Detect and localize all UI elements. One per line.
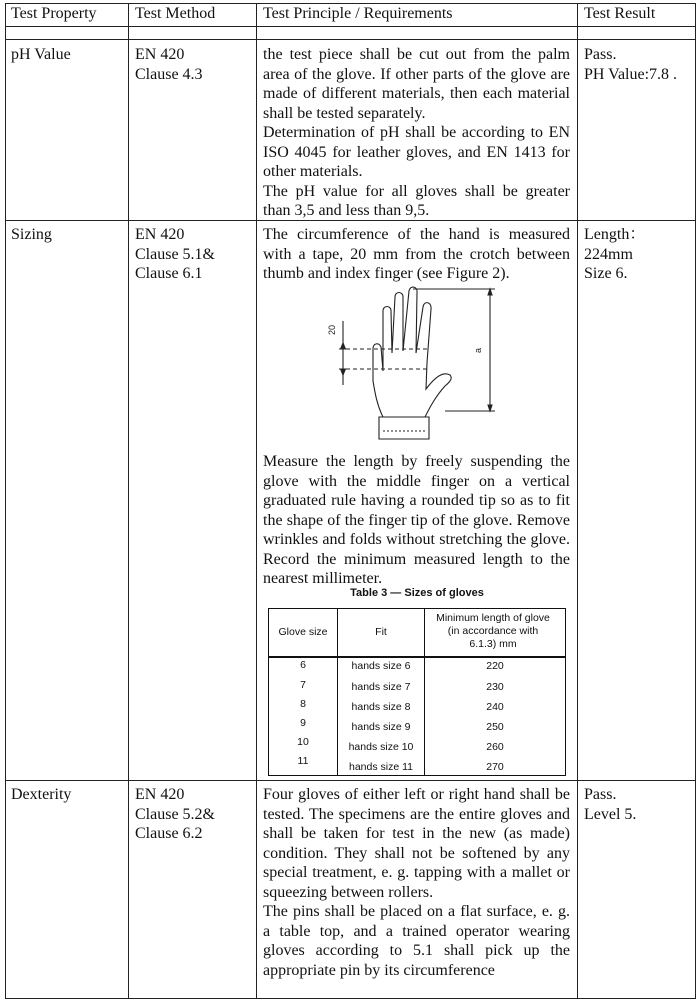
principle-paragraph: The pH value for all gloves shall be greater than 3,5 and less than 9,5. bbox=[263, 182, 570, 219]
row-sizing-principle-bottom: Measure the length by freely suspending the glove with the middle finger on a vertical graduated rule having a rounded tip so as to fit the shape of the finger tip of the glove. Remove wrinkles and folds without stretching the glove. Record the minimum measured length to the nearest millimeter. bbox=[263, 453, 570, 587]
sizes-cell: hands size 6 bbox=[351, 660, 411, 672]
result-line: Pass. bbox=[584, 46, 617, 63]
result-line: Size 6. bbox=[584, 265, 628, 282]
header-property: Test Property bbox=[11, 5, 97, 22]
row-sizing-property: Sizing bbox=[11, 226, 52, 243]
method-line: Clause 5.1& bbox=[135, 245, 215, 263]
sizes-cell: 6 bbox=[300, 659, 306, 671]
method-line: Clause 5.2& bbox=[135, 805, 215, 823]
row-ph-result bbox=[584, 45, 677, 84]
body-top-border bbox=[5, 39, 695, 40]
principle-paragraph: The pins shall be placed on a flat surface, e. g. a table top, and a trained operator wearing gloves according to 5.1 shall pick up the appropriate pin by its circumference bbox=[263, 903, 570, 979]
header-principle: Test Principle / Requirements bbox=[263, 5, 453, 22]
method-line: EN 420 bbox=[135, 226, 185, 243]
header-result: Test Result bbox=[584, 5, 656, 22]
result-line: 224mm bbox=[584, 245, 633, 263]
principle-paragraph: Four gloves of either left or right hand shall be tested. The specimens are the entire gloves and shall be taken for test in the new (as made) condition. They shall not be softened by any special treatment, e. g. tapping with a mallet or squeezing between rollers. bbox=[263, 786, 570, 901]
row-dexterity-result bbox=[584, 785, 636, 824]
row-sizing-result bbox=[584, 225, 645, 284]
sizes-cell: 230 bbox=[486, 681, 504, 693]
right-border bbox=[695, 3, 696, 999]
hand-figure bbox=[325, 285, 505, 443]
table-bottom-border bbox=[5, 998, 695, 999]
method-line: Clause 6.2 bbox=[135, 825, 203, 842]
row2-bottom-border bbox=[5, 780, 695, 781]
row-sizing-method bbox=[135, 225, 215, 284]
result-line: Pass. bbox=[584, 786, 617, 803]
sizes-table bbox=[268, 608, 566, 776]
result-line: Level 5. bbox=[584, 805, 637, 823]
sizes-cell: hands size 9 bbox=[351, 721, 411, 733]
header-bottom-border bbox=[5, 26, 695, 27]
sizes-cell: 10 bbox=[297, 736, 309, 748]
sizes-cell: 270 bbox=[486, 761, 504, 773]
method-line: EN 420 bbox=[135, 786, 185, 803]
sizes-cell: 220 bbox=[486, 660, 504, 672]
row-dexterity-principle bbox=[263, 785, 570, 980]
row-ph-principle bbox=[263, 45, 570, 221]
row-dexterity-method bbox=[135, 785, 215, 844]
sizes-header-length: Minimum length of glove (in accordance with 6.1.3) mm bbox=[436, 612, 550, 650]
principle-paragraph: Determination of pH shall be according to EN ISO 4045 for leather gloves, and EN 1413 for other materials. bbox=[263, 124, 570, 180]
result-line: Length： bbox=[584, 226, 646, 243]
method-line: Clause 4.3 bbox=[135, 65, 203, 83]
row-ph-method bbox=[135, 45, 203, 84]
sizes-cell: hands size 7 bbox=[351, 681, 411, 693]
result-line: PH Value:7.8 . bbox=[584, 65, 678, 83]
figure-label-a: a bbox=[473, 347, 483, 353]
sizes-cell: 7 bbox=[300, 679, 306, 691]
header-method: Test Method bbox=[135, 5, 216, 22]
sizes-header-size: Glove size bbox=[278, 626, 328, 638]
row-sizing-principle-top: The circumference of the hand is measured with a tape, 20 mm from the crotch between thumb and index finger (see Figure 2). bbox=[263, 226, 570, 282]
sep-result bbox=[577, 3, 578, 999]
sizes-cell: 260 bbox=[486, 741, 504, 753]
sizes-header-fit: Fit bbox=[375, 626, 387, 638]
sizes-header-sep bbox=[269, 656, 565, 658]
method-line: Clause 6.1 bbox=[135, 265, 203, 282]
sizes-table-title: Table 3 — Sizes of gloves bbox=[350, 587, 484, 599]
sep-principle bbox=[256, 3, 257, 999]
figure-label-20: 20 bbox=[327, 324, 337, 335]
sizes-cell: 250 bbox=[486, 721, 504, 733]
sizes-cell: 240 bbox=[486, 701, 504, 713]
row-dexterity-property: Dexterity bbox=[11, 786, 72, 803]
principle-paragraph: the test piece shall be cut out from the palm area of the glove. If other parts of the glove are made of different materials, then each material shall be tested separately. bbox=[263, 46, 570, 122]
left-border bbox=[5, 3, 6, 999]
sizes-cell: 11 bbox=[297, 755, 309, 767]
sizes-cell: 9 bbox=[300, 717, 306, 729]
sizes-cell: hands size 10 bbox=[348, 741, 414, 753]
sizes-cell: 8 bbox=[300, 698, 306, 710]
sizes-cell: hands size 11 bbox=[348, 761, 413, 773]
sizes-cell: hands size 8 bbox=[351, 701, 411, 713]
method-line: EN 420 bbox=[135, 46, 185, 63]
row-ph-property: pH Value bbox=[11, 46, 71, 63]
sep-method bbox=[128, 3, 129, 999]
